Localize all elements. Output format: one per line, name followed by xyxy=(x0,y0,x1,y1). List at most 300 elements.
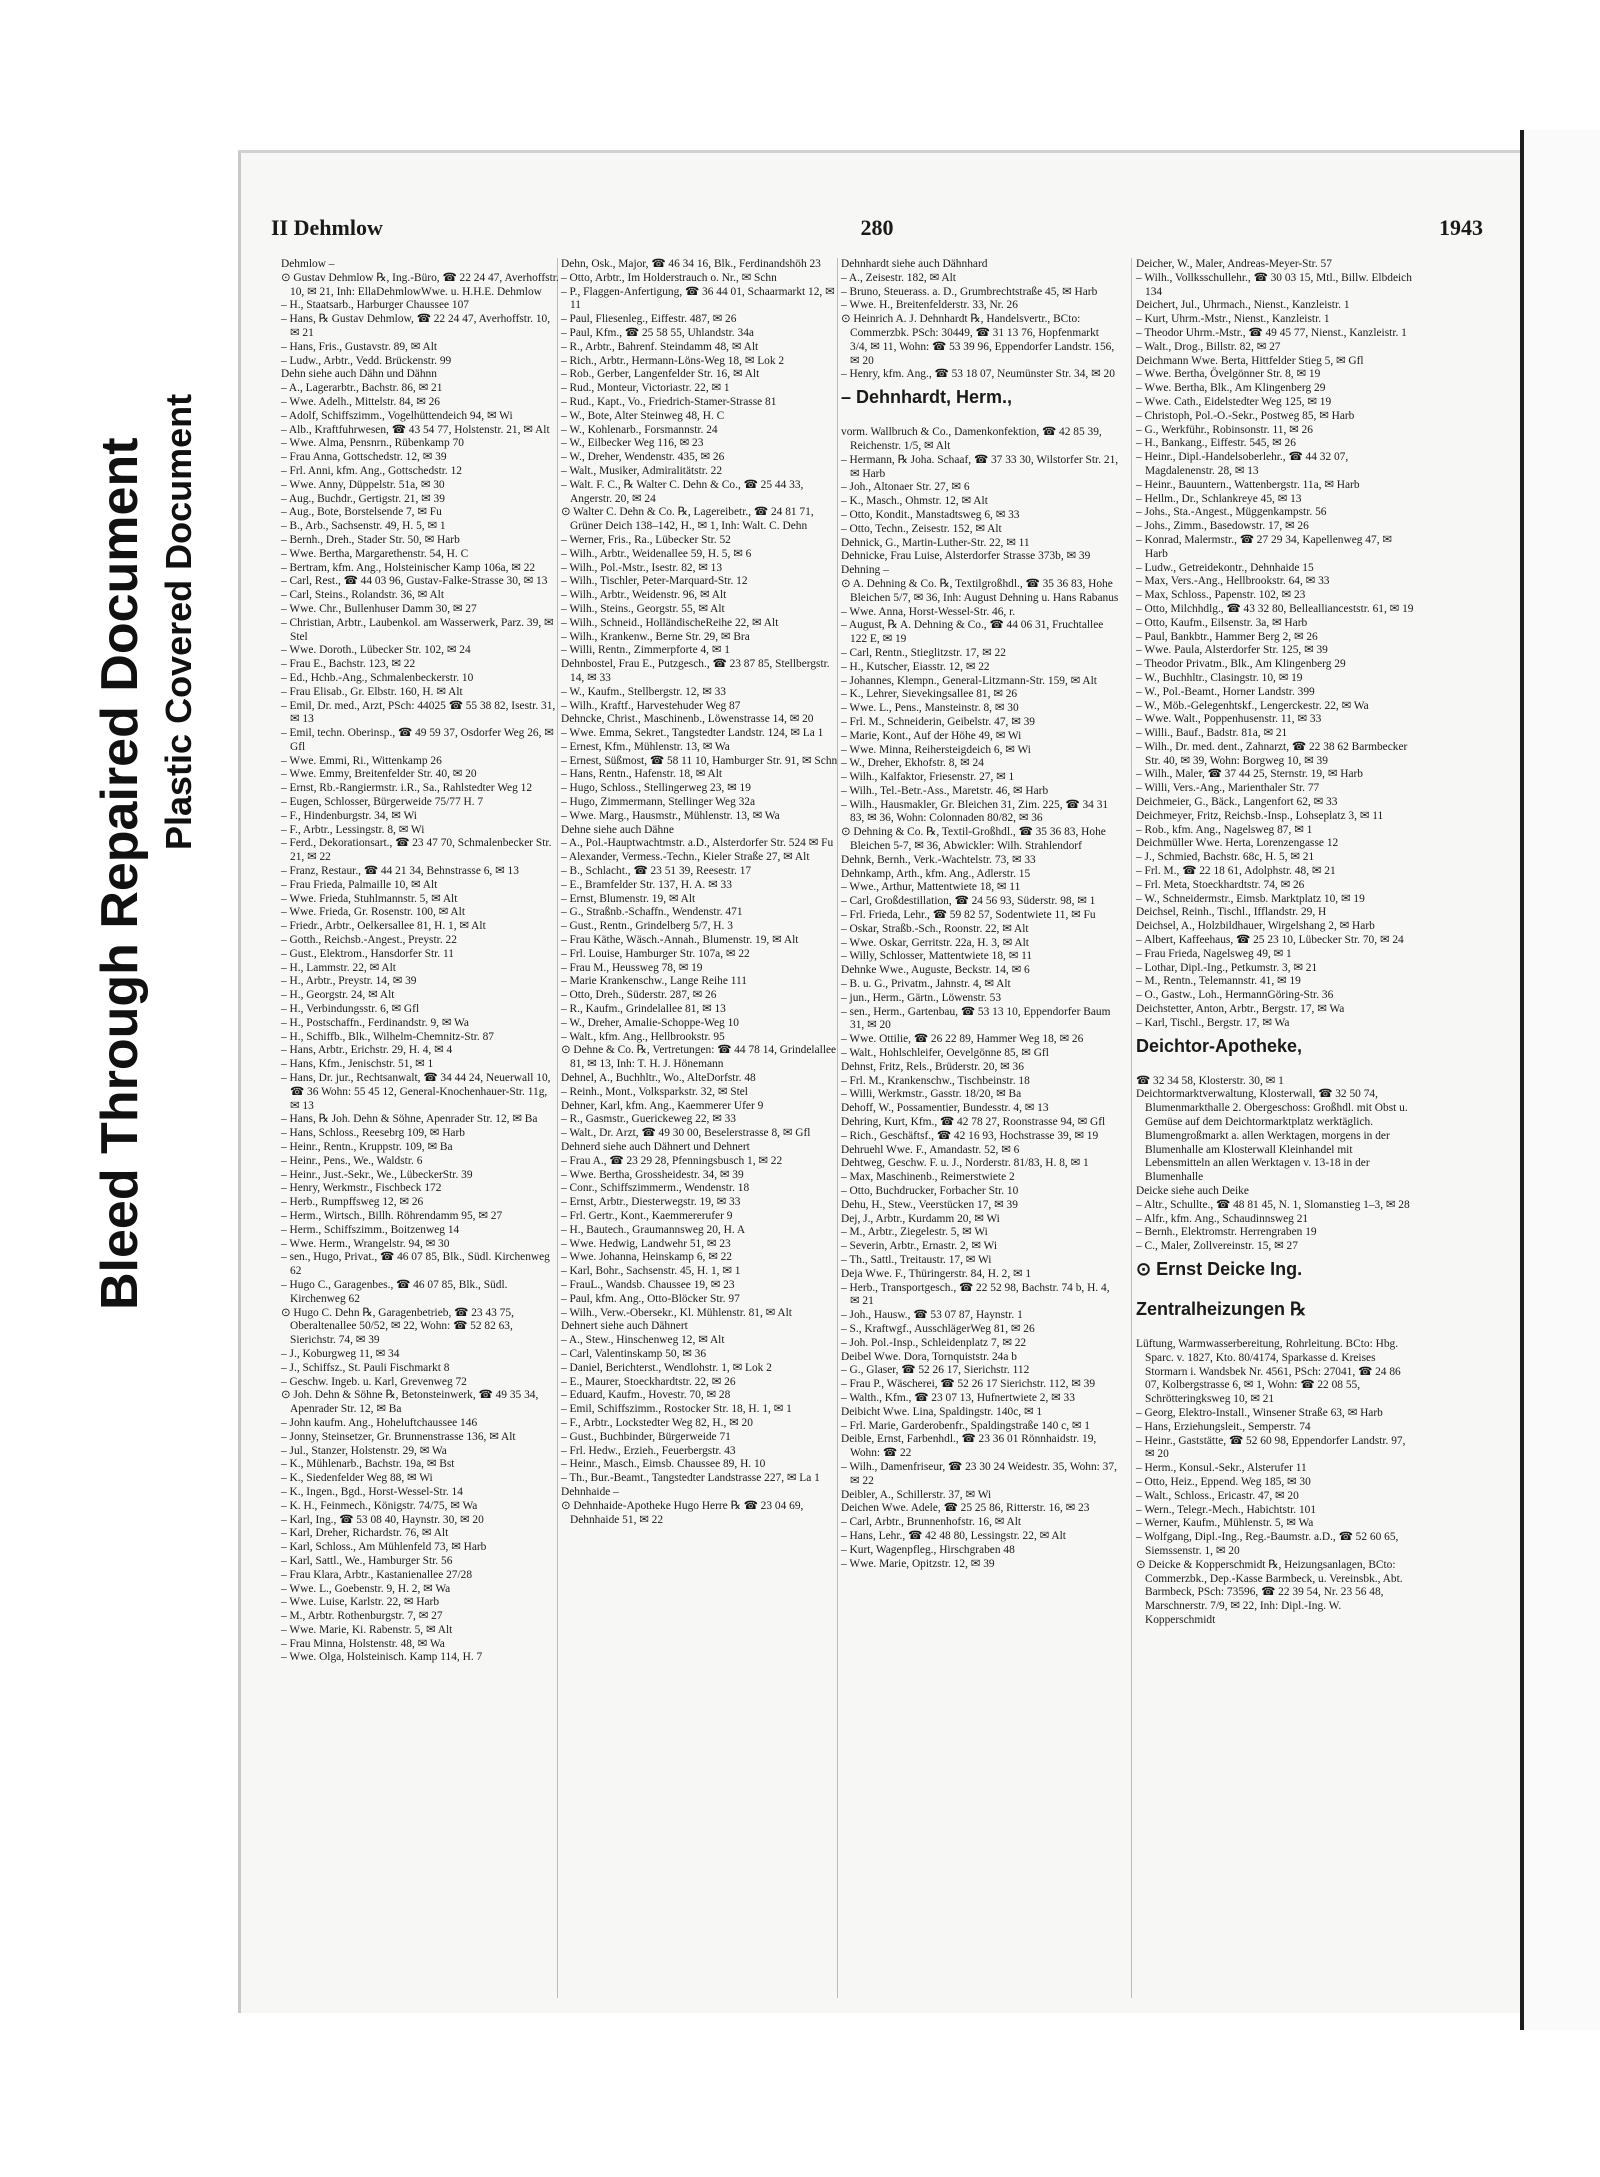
directory-entry: Dehner, Karl, kfm. Ang., Kaemmerer Ufer 9 xyxy=(561,1099,764,1112)
directory-entry: Deja Wwe. F., Thüringerstr. 84, H. 2, ✉ 1 xyxy=(841,1267,1032,1280)
directory-entry: – Otto, Kondit., Manstadtsweg 6, ✉ 33 xyxy=(841,508,1020,521)
directory-entry: Deicher, W., Maler, Andreas-Meyer-Str. 57 xyxy=(1136,258,1332,270)
directory-entry: – Wilh., Kraftf., Harvestehuder Weg 87 xyxy=(561,699,741,712)
directory-entry: – Wwe. Marg., Hausmstr., Mühlenstr. 13, ✉ Wa xyxy=(561,809,780,822)
directory-entry: – W., Möb.-Gelegenhtskf., Lengerckestr. 22, ✉ Wa xyxy=(1136,699,1369,712)
column-1 xyxy=(281,258,559,1665)
directory-entry: – Frau Minna, Holstenstr. 48, ✉ Wa xyxy=(281,1637,445,1650)
directory-entry: – Hellm., Dr., Schlankreye 45, ✉ 13 xyxy=(1136,492,1302,505)
directory-entry: – Rud., Monteur, Victoriastr. 22, ✉ 1 xyxy=(561,382,730,395)
directory-entry: Dehnst, Fritz, Rels., Brüderstr. 20, ✉ 36 xyxy=(841,1060,1024,1073)
directory-entry: – Frau Klara, Arbtr., Kastanienallee 27/28 xyxy=(281,1568,473,1581)
directory-entry: – Wilh., Maler, ☎ 37 44 25, Sternstr. 19, ✉ Harb xyxy=(1136,768,1363,781)
directory-entry: Deichtor-Apotheke, xyxy=(1136,1035,1303,1056)
directory-entry: – Daniel, Berichterst., Wendlohstr. 1, ✉ Lok 2 xyxy=(561,1361,772,1374)
directory-entry: – Wilh., Tischler, Peter-Marquard-Str. 12 xyxy=(561,575,748,588)
directory-entry: – Hugo, Schloss., Stellingerweg 23, ✉ 19 xyxy=(561,782,751,795)
directory-entry: – Wilh., Arbtr., Weidenallee 59, H. 5, ✉ 6 xyxy=(561,547,752,560)
directory-entry: – Willi, Werkmstr., Gasstr. 18/20, ✉ Ba xyxy=(841,1088,1022,1101)
directory-entry: ⊙ A. Dehning & Co. ℞, Textilgroßhdl., ☎ 35 36 83, Hohe Bleichen 5/7, ✉ 36, Inh: August Dehning u. Hans Rabanus xyxy=(841,577,1119,604)
directory-entry: – Frau Anna, Gottschedstr. 12, ✉ 39 xyxy=(281,451,447,464)
directory-entry: – Wwe. Adelh., Mittelstr. 84, ✉ 26 xyxy=(281,395,440,408)
directory-entry: Dehmlow – xyxy=(281,258,335,270)
directory-entry: – August, ℞ A. Dehning & Co., ☎ 44 06 31, Fruchtallee 122 E, ✉ 19 xyxy=(841,619,1104,646)
directory-entry: Dehruehl Wwe. F., Amandastr. 52, ✉ 6 xyxy=(841,1143,1020,1156)
directory-entry: – J., Schmied, Bachstr. 68c, H. 5, ✉ 21 xyxy=(1136,851,1315,864)
directory-entry: – Karl, Schloss., Am Mühlenfeld 73, ✉ Harb xyxy=(281,1541,487,1554)
directory-entry: – Wwe. Herm., Wrangelstr. 94, ✉ 30 xyxy=(281,1237,450,1250)
directory-entry: – M., Rentn., Telemannstr. 41, ✉ 19 xyxy=(1136,975,1301,988)
directory-entry: – Wwe. Hedwig, Landwehr 51, ✉ 23 xyxy=(561,1237,731,1250)
page-header xyxy=(271,215,1483,245)
directory-entry: – sen., Hugo, Privat., ☎ 46 07 85, Blk., Südl. Kirchenweg 62 xyxy=(281,1251,550,1278)
directory-entry: – Wwe. Bertha, Blk., Am Klingenberg 29 xyxy=(1136,382,1326,395)
directory-entry: – Frau E., Bachstr. 123, ✉ 22 xyxy=(281,658,416,671)
directory-entry: – Joh. Pol.-Insp., Schleidenplatz 7, ✉ 22 xyxy=(841,1336,1027,1349)
directory-entry: – Paul, Fliesenleg., Eiffestr. 487, ✉ 26 xyxy=(561,313,737,326)
directory-entry: – Ed., Hchb.-Ang., Schmalenbeckerstr. 10 xyxy=(281,671,474,684)
directory-entry: – Max, Maschinenb., Reimerstwiete 2 xyxy=(841,1171,1015,1184)
directory-entry: – Werner, Fris., Ra., Lübecker Str. 52 xyxy=(561,533,731,546)
directory-entry: – Jul., Stanzer, Holstenstr. 29, ✉ Wa xyxy=(281,1444,447,1457)
directory-entry: – E., Maurer, Stoeckhardtstr. 22, ✉ 26 xyxy=(561,1375,736,1388)
directory-entry: – Jonny, Steinsetzer, Gr. Brunnenstrasse 136, ✉ Alt xyxy=(281,1430,516,1443)
directory-entry: ⊙ Dehnhaide-Apotheke Hugo Herre ℞ ☎ 23 04 69, Dehnhaide 51, ✉ 22 xyxy=(561,1499,804,1526)
directory-entry: – Hermann, ℞ Joha. Schaaf, ☎ 37 33 30, Wilstorfer Str. 21, ✉ Harb xyxy=(841,453,1119,480)
directory-entry: Deibicht Wwe. Lina, Spaldingstr. 140c, ✉ 1 xyxy=(841,1405,1043,1418)
directory-entry: – Emil, Schiffszimm., Rostocker Str. 18, H. 1, ✉ 1 xyxy=(561,1403,792,1416)
directory-entry: ⊙ Dehning & Co. ℞, Textil-Großhdl., ☎ 35 36 83, Hohe Bleichen 5-7, ✉ 36, Abwickler: Wilh. Strahlendorf xyxy=(841,826,1106,853)
directory-entry: – Carl, Großdestillation, ☎ 24 56 93, Süderstr. 98, ✉ 1 xyxy=(841,895,1096,908)
directory-entry: – Wilh., Dr. med. dent., Zahnarzt, ☎ 22 38 62 Barmbecker Str. 40, ✉ 39, Wohn: Borgweg 10, ✉ 39 xyxy=(1136,740,1408,767)
directory-entry: – Johannes, Klempn., General-Litzmann-Str. 159, ✉ Alt xyxy=(841,674,1097,687)
directory-entry: Deichen Wwe. Adele, ☎ 25 25 86, Ritterstr. 16, ✉ 23 xyxy=(841,1502,1090,1515)
directory-entry: – Bernh., Dreh., Stader Str. 50, ✉ Harb xyxy=(281,533,460,546)
directory-entry: – F., Arbtr., Lockstedter Weg 82, H., ✉ 20 xyxy=(561,1416,753,1429)
directory-entry: – K., Ingen., Bgd., Horst-Wessel-Str. 14 xyxy=(281,1485,463,1498)
directory-entry: – Carl, Arbtr., Brunnenhofstr. 16, ✉ Alt xyxy=(841,1516,1022,1529)
directory-entry: – Wilh., Schneid., HolländischeReihe 22, ✉ Alt xyxy=(561,616,779,629)
directory-entry: – Severin, Arbtr., Ernastr. 2, ✉ Wi xyxy=(841,1240,997,1253)
directory-entry: – Joh., Hausw., ☎ 53 07 87, Haynstr. 1 xyxy=(841,1309,1023,1322)
directory-entry: – Oskar, Straßb.-Sch., Roonstr. 22, ✉ Alt xyxy=(841,922,1029,935)
directory-entry: – H., Bautech., Graumannsweg 20, H. A xyxy=(561,1223,746,1236)
directory-entry: – Joh., Altonaer Str. 27, ✉ 6 xyxy=(841,481,970,494)
directory-entry: – Marie Krankenschw., Lange Reihe 111 xyxy=(561,975,747,988)
directory-entry: – Frau P., Wäscherei, ☎ 52 26 17 Sierichstr. 112, ✉ 39 xyxy=(841,1378,1096,1391)
directory-entry: – Wolfgang, Dipl.-Ing., Reg.-Baumstr. a.D., ☎ 52 60 65, Siemssenstr. 1, ✉ 20 xyxy=(1136,1531,1399,1557)
directory-entry: – Karl, Tischl., Bergstr. 17, ✉ Wa xyxy=(1136,1016,1290,1029)
directory-entry: – O., Gastw., Loh., HermannGöring-Str. 36 xyxy=(1136,989,1334,1002)
directory-entry: – Herm., Schiffszimm., Boitzenweg 14 xyxy=(281,1223,460,1236)
directory-entry: – Theodor Privatm., Blk., Am Klingenberg 29 xyxy=(1136,658,1346,671)
page-number: 280 xyxy=(860,215,894,240)
year-label: 1943 xyxy=(1439,215,1483,240)
directory-entry: – Wwe. Ottilie, ☎ 26 22 89, Hammer Weg 18, ✉ 26 xyxy=(841,1033,1084,1046)
directory-entry: – Wwe., Arthur, Mattentwiete 18, ✉ 11 xyxy=(841,881,1021,894)
directory-entry: ⊙ Ernst Deicke Ing. xyxy=(1136,1258,1303,1279)
directory-entry: – Johs., Zimm., Basedowstr. 17, ✉ 26 xyxy=(1136,520,1309,533)
directory-entry: – Ernst, Arbtr., Diesterwegstr. 19, ✉ 33 xyxy=(561,1196,741,1209)
directory-entry: – Albert, Kaffeehaus, ☎ 25 23 10, Lübecker Str. 70, ✉ 24 xyxy=(1136,934,1404,947)
directory-entry: – Heinr., Rentn., Kruppstr. 109, ✉ Ba xyxy=(281,1141,453,1153)
directory-entry: – Hans, Erziehungsleit., Semperstr. 74 xyxy=(1136,1420,1311,1433)
directory-page xyxy=(238,150,1523,2013)
directory-entry: – Christian, Arbtr., Laubenkol. am Wasserwerk, Parz. 39, ✉ Stel xyxy=(281,616,554,643)
directory-entry: – sen., Herm., Gartenbau, ☎ 53 13 10, Eppendorfer Baum 31, ✉ 20 xyxy=(841,1005,1111,1032)
directory-entry: – Carl, Rest., ☎ 44 03 96, Gustav-Falke-Strasse 30, ✉ 13 xyxy=(281,575,548,588)
directory-entry: – Max, Schloss., Papenstr. 102, ✉ 23 xyxy=(1136,589,1306,602)
directory-entry: ⊙ Heinrich A. J. Dehnhardt ℞, Handelsvertr., BCto: Commerzbk. PSch: 30449, ☎ 31 13 76, Hopfenmarkt 3/4, ✉ 11, Wohn: ☎ 53 39 96, Eppendorfer Landstr. 156, ✉ 20 xyxy=(841,313,1115,367)
directory-entry: – Alb., Kraftfuhrwesen, ☎ 43 54 77, Holstenstr. 21, ✉ Alt xyxy=(281,423,550,436)
directory-entry: – Frl. Marie, Garderobenfr., Spaldingstraße 140 c, ✉ 1 xyxy=(841,1419,1091,1432)
directory-entry: Dehnhaide – xyxy=(561,1485,619,1498)
directory-entry: – Ludw., Getreidekontr., Dehnhaide 15 xyxy=(1136,561,1314,574)
directory-entry: – John kaufm. Ang., Hoheluftchaussee 146 xyxy=(281,1416,478,1429)
directory-entry: – W., Dreher, Ekhofstr. 8, ✉ 24 xyxy=(841,757,984,770)
directory-entry: – Heinr., Pens., We., Waldstr. 6 xyxy=(281,1154,423,1167)
directory-entry: – G., Straßnb.-Schaffn., Wendenstr. 471 xyxy=(561,906,743,919)
directory-entry: – M., Arbtr., Ziegelestr. 5, ✉ Wi xyxy=(841,1226,988,1239)
directory-entry: Deichmüller Wwe. Herta, Lorenzengasse 12 xyxy=(1136,837,1339,850)
directory-entry: – Walt., Dr. Arzt, ☎ 49 30 00, Beselerstrasse 8, ✉ Gfl xyxy=(561,1127,811,1140)
directory-entry: Dehning – xyxy=(841,564,889,577)
directory-entry: – Gust., Elektrom., Hansdorfer Str. 11 xyxy=(281,947,454,960)
directory-entry: – W., Dreher, Wendenstr. 435, ✉ 26 xyxy=(561,451,725,464)
directory-entry: – W., Eilbecker Weg 116, ✉ 23 xyxy=(561,437,704,450)
directory-entry: – Rud., Kapt., Vo., Friedrich-Stamer-Strasse 81 xyxy=(561,395,777,408)
directory-entry: Deichmeier, G., Bäck., Langenfort 62, ✉ 33 xyxy=(1136,796,1338,809)
directory-entry: – Frl. Frieda, Lehr., ☎ 59 82 57, Sodentwiete 11, ✉ Fu xyxy=(841,909,1096,922)
directory-entry: – FrauL., Wandsb. Chaussee 19, ✉ 23 xyxy=(561,1278,735,1291)
directory-entry: – Willi, Vers.-Ang., Marienthaler Str. 77 xyxy=(1136,782,1320,795)
directory-entry: – jun., Herm., Gärtn., Löwenstr. 53 xyxy=(841,991,1002,1004)
directory-entry: – Otto, Arbtr., Im Holderstrauch o. Nr., ✉ Schn xyxy=(561,271,777,284)
directory-entry: – Walt., Musiker, Admiralitätstr. 22 xyxy=(561,464,723,477)
directory-entry: – Wwe. H., Breitenfelderstr. 33, Nr. 26 xyxy=(841,299,1018,312)
directory-entry: – Altr., Schullte., ☎ 48 81 45, N. 1, Slomanstieg 1–3, ✉ 28 xyxy=(1136,1198,1410,1211)
directory-entry: – Wilh., Vollksschullehr., ☎ 30 03 15, Mtl., Billw. Elbdeich 134 xyxy=(1136,271,1412,298)
directory-entry: – Hans, Fris., Gustavstr. 89, ✉ Alt xyxy=(281,340,438,353)
directory-entry: – Walt., Hohlschleifer, Oevelgönne 85, ✉ Gfl xyxy=(841,1047,1049,1060)
directory-entry: – H., Verbindungsstr. 6, ✉ Gfl xyxy=(281,1003,420,1016)
directory-entry: – Karl, Dreher, Richardstr. 76, ✉ Alt xyxy=(281,1527,449,1540)
directory-entry: – Hans, Kfm., Jenischstr. 51, ✉ 1 xyxy=(281,1058,434,1071)
directory-entry: ⊙ Joh. Dehn & Söhne ℞, Betonsteinwerk, ☎ 49 35 34, Apenrader Str. 12, ✉ Ba xyxy=(281,1389,539,1416)
directory-entry: – W., Pol.-Beamt., Horner Landstr. 399 xyxy=(1136,685,1315,698)
directory-entry: – Kurt, Wagenpfleg., Hirschgraben 48 xyxy=(841,1543,1015,1556)
directory-entry: – Hans, Arbtr., Erichstr. 29, H. 4, ✉ 4 xyxy=(281,1044,453,1057)
directory-entry: Dehn, Osk., Major, ☎ 46 34 16, Blk., Ferdinandshöh 23 xyxy=(561,258,821,270)
directory-entry: – Karl, Bohr., Sachsenstr. 45, H. 1, ✉ 1 xyxy=(561,1265,741,1278)
directory-entry: – Gust., Rentn., Grindelberg 5/7, H. 3 xyxy=(561,920,733,933)
directory-entry: – H., Lammstr. 22, ✉ Alt xyxy=(281,961,396,974)
directory-entry: – Walth., Kfm., ☎ 23 07 13, Hufnertwiete 2, ✉ 33 xyxy=(841,1391,1075,1404)
running-head: II Dehmlow xyxy=(271,215,383,240)
directory-entry: – W., Kaufm., Stellbergstr. 12, ✉ 33 xyxy=(561,685,727,698)
directory-entry: ⊙ Dehne & Co. ℞, Vertretungen: ☎ 44 78 14, Grindelallee 81, ✉ 13, Inh: T. H. J. Hönemann xyxy=(561,1044,837,1071)
directory-entry: Dehnk, Bernh., Verk.-Wachtelstr. 73, ✉ 33 xyxy=(841,853,1036,866)
directory-entry: – Frl. Gertr., Kont., Kaemmererufer 9 xyxy=(561,1209,733,1222)
directory-entry: – J., Koburgweg 11, ✉ 34 xyxy=(281,1347,400,1360)
directory-entry: – Heinr., Just.-Sekr., We., LübeckerStr. 39 xyxy=(281,1168,473,1181)
directory-entry: – Wwe. Cath., Eidelstedter Weg 125, ✉ 19 xyxy=(1136,395,1332,408)
directory-entry: – Wwe. Marie, Opitzstr. 12, ✉ 39 xyxy=(841,1557,995,1570)
directory-entry: – S., Kraftwgf., AusschlägerWeg 81, ✉ 26 xyxy=(841,1322,1035,1335)
directory-entry: – M., Arbtr. Rothenburgstr. 7, ✉ 27 xyxy=(281,1610,443,1623)
directory-entry: – Frl. M., Krankenschw., Tischbeinstr. 18 xyxy=(841,1074,1030,1087)
directory-entry: – Walt., kfm. Ang., Hellbrookstr. 95 xyxy=(561,1030,725,1043)
directory-entry: Dehnick, G., Martin-Luther-Str. 22, ✉ 11 xyxy=(841,536,1030,549)
directory-entry: – C., Maler, Zollvereinstr. 15, ✉ 27 xyxy=(1136,1240,1298,1253)
directory-entry: Dehnkamp, Arth., kfm. Ang., Adlerstr. 15 xyxy=(841,867,1031,880)
directory-entry: – G., Glaser, ☎ 52 26 17, Sierichstr. 112 xyxy=(841,1364,1030,1377)
directory-entry: ⊙ Deicke & Kopperschmidt ℞, Heizungsanlagen, BCto: Commerzbk., Dep.-Kasse Barmbeck, u. Vereinsbk., Abt. Barmbeck, PSch: 73596, ☎ 22 39 54, Nr. 23 56 48, Marschnerstr. 7/9, ✉ 22, Inh: Dipl.-Ing. W. Kopperschmidt xyxy=(1136,1558,1403,1626)
directory-entry: – Wwe. Minna, Reihersteigdeich 6, ✉ Wi xyxy=(841,743,1031,756)
directory-entry: – Conr., Schiffszimmerm., Wendenstr. 18 xyxy=(561,1182,750,1195)
directory-entry: – Hans, Lehr., ☎ 42 48 80, Lessingstr. 22, ✉ Alt xyxy=(841,1529,1066,1542)
directory-entry: Deichmann Wwe. Berta, Hittfelder Stieg 5, ✉ Gfl xyxy=(1136,354,1364,367)
directory-entry: – Th., Sattl., Treitaustr. 17, ✉ Wi xyxy=(841,1253,992,1266)
directory-entry: – Henry, kfm. Ang., ☎ 53 18 07, Neumünster Str. 34, ✉ 20 xyxy=(841,368,1115,381)
directory-entry: – Wwe. Emma, Sekret., Tangstedter Landstr. 124, ✉ La 1 xyxy=(561,727,824,740)
directory-entry: – Walt., Schloss., Ericastr. 47, ✉ 20 xyxy=(1136,1489,1299,1502)
directory-entry: – Hans, ℞ Gustav Dehmlow, ☎ 22 24 47, Averhoffstr. 10, ✉ 21 xyxy=(281,313,551,339)
directory-entry: – R., Gasmstr., Guerickeweg 22, ✉ 33 xyxy=(561,1113,736,1126)
directory-entry: – Frau M., Heussweg 78, ✉ 19 xyxy=(561,961,703,974)
directory-entry: – Lothar, Dipl.-Ing., Petkumstr. 3, ✉ 21 xyxy=(1136,961,1318,974)
column-4 xyxy=(1136,258,1414,1628)
directory-entry: – Frl. Meta, Stoeckhardtstr. 74, ✉ 26 xyxy=(1136,878,1305,891)
directory-entry: – Wwe. Bertha, Grossheidestr. 34, ✉ 39 xyxy=(561,1168,744,1181)
directory-entry: – B., Schlacht., ☎ 23 51 39, Reesestr. 17 xyxy=(561,865,752,878)
directory-entry: ⊙ Walter C. Dehn & Co. ℞, Lagereibetr., ☎ 24 81 71, Grüner Deich 138–142, H., ✉ 1, Inh: Walt. C. Dehn xyxy=(561,506,814,533)
directory-entry: – Marie, Kont., Auf der Höhe 49, ✉ Wi xyxy=(841,729,1022,742)
directory-entry: – Walt. F. C., ℞ Walter C. Dehn & Co., ☎ 25 44 33, Angerstr. 20, ✉ 24 xyxy=(561,478,804,505)
directory-entry: – Ludw., Arbtr., Vedd. Brückenstr. 99 xyxy=(281,354,452,367)
directory-entry: – Frl. Louise, Hamburger Str. 107a, ✉ 22 xyxy=(561,947,750,960)
directory-entry: Zentralheizungen ℞ xyxy=(1136,1298,1307,1319)
directory-entry: – Johs., Sta.-Angest., Müggenkampstr. 56 xyxy=(1136,506,1327,519)
directory-entry: Dehnerd siehe auch Dähnert und Dehnert xyxy=(561,1141,750,1153)
directory-entry: – Ernst, Blumenstr. 19, ✉ Alt xyxy=(561,892,696,905)
directory-entry: – Kurt, Uhrm.-Mstr., Nienst., Kanzleistr. 1 xyxy=(1136,313,1330,326)
directory-entry: – Otto, Dreh., Süderstr. 287, ✉ 26 xyxy=(561,989,717,1002)
directory-entry: – Paul, Bankbtr., Hammer Berg 2, ✉ 26 xyxy=(1136,630,1318,643)
directory-entry: Dehring, Kurt, Kfm., ☎ 42 78 27, Roonstrasse 94, ✉ Gfl xyxy=(841,1116,1106,1129)
column-2 xyxy=(561,258,839,1527)
directory-entry: Lüftung, Warmwasserbereitung, Rohrleitung. BCto: Hbg. Sparc. v. 1827, Kto. 80/4174, Sparkasse d. Kreises Stormarn i. Wandsbek Nr. 4561, PSch: 27041, ☎ 24 86 07, Kolbergstrasse 6, ✉ 1, Wohn: ☎ 22 08 55, Schrötteringksweg 10, ✉ 21 xyxy=(1136,1337,1401,1406)
directory-entry: – Otto, Milchhdlg., ☎ 43 32 80, Belleallianceststr. 61, ✉ 19 xyxy=(1136,602,1414,615)
directory-entry: – Hans, Dr. jur., Rechtsanwalt, ☎ 34 44 24, Neuerwall 10, ☎ 36 Wohn: 55 45 12, General-Knochenhauer-Str. 11g, ✉ 13 xyxy=(281,1072,551,1112)
directory-entry: – F., Hindenburgstr. 34, ✉ Wi xyxy=(281,809,417,822)
directory-entry: – K. H., Feinmech., Königstr. 74/75, ✉ Wa xyxy=(281,1499,478,1512)
directory-entry: – B., Arb., Sachsenstr. 49, H. 5, ✉ 1 xyxy=(281,520,446,533)
directory-entry: – Franz, Restaur., ☎ 44 21 34, Behnstrasse 6, ✉ 13 xyxy=(281,865,519,878)
directory-entry: – E., Bramfelder Str. 137, H. A. ✉ 33 xyxy=(561,878,732,891)
next-page-edge xyxy=(1520,130,1600,2030)
directory-entry: – Wwe. Marie, Ki. Rabenstr. 5, ✉ Alt xyxy=(281,1623,453,1636)
directory-entry: – W., Buchhltr., Clasingstr. 10, ✉ 19 xyxy=(1136,671,1303,684)
directory-entry: – Werner, Kaufm., Mühlenstr. 5, ✉ Wa xyxy=(1136,1517,1314,1530)
directory-entry: – H., Postschaffn., Ferdinandstr. 9, ✉ Wa xyxy=(281,1016,469,1029)
directory-entry: Dehncke, Christ., Maschinenb., Löwenstrasse 14, ✉ 20 xyxy=(561,713,814,726)
directory-entry: Deichstetter, Anton, Arbtr., Bergstr. 17, ✉ Wa xyxy=(1136,1003,1345,1016)
directory-entry: – Reinh., Mont., Volksparkstr. 32, ✉ Stel xyxy=(561,1085,748,1098)
column-3 xyxy=(841,258,1119,1571)
directory-entry: – Willi, Rentn., Zimmerpforte 4, ✉ 1 xyxy=(561,644,730,657)
directory-entry: – Frau Frieda, Nagelsweg 49, ✉ 1 xyxy=(1136,947,1292,960)
directory-entry: – Wwe. Paula, Alsterdorfer Str. 125, ✉ 39 xyxy=(1136,644,1328,657)
directory-entry: – Wilh., Tel.-Betr.-Ass., Maretstr. 46, ✉ Harb xyxy=(841,784,1049,797)
directory-entry: – Wwe. Anny, Düppelstr. 51a, ✉ 30 xyxy=(281,478,445,491)
directory-entry: Deichtormarktverwaltung, Klosterwall, ☎ 32 50 74, Blumenmarkthalle 2. Obergeschoss: Großhdl. mit Obst u. Gemüse auf dem Deichtormarktplatz werktäglich. Blumengroßmarkt a. allen Werktagen, morgens in der Blumenhalle am Klosterwall Kleinhandel mit Lebensmitteln an allen Werktagen v. 13-18 in der Blumenhalle xyxy=(1136,1088,1408,1184)
directory-entry: ⊙ Gustav Dehmlow ℞, Ing.-Büro, ☎ 22 24 47, Averhoffstr. 10, ✉ 21, Inh: EllaDehmlowWwe. u. H.H.E. Dehmlow xyxy=(281,271,559,298)
directory-entry: – Frau Frieda, Palmaille 10, ✉ Alt xyxy=(281,878,438,891)
directory-entry: ⊙ Hugo C. Dehn ℞, Garagenbetrieb, ☎ 23 43 75, Oberaltenallee 50/52, ✉ 22, Wohn: ☎ 52 82 63, Sierichstr. 74, ✉ 39 xyxy=(281,1306,514,1347)
directory-entry: – Bernh., Elektromstr. Herrengraben 19 xyxy=(1136,1226,1317,1239)
directory-entry: – Rob., kfm. Ang., Nagelsweg 87, ✉ 1 xyxy=(1136,823,1313,836)
directory-entry: Deichert, Jul., Uhrmach., Nienst., Kanzleistr. 1 xyxy=(1136,299,1350,312)
directory-entry: – A., Zeisestr. 182, ✉ Alt xyxy=(841,271,956,284)
directory-entry: – Wwe. Alma, Pensnrn., Rübenkamp 70 xyxy=(281,437,464,450)
directory-entry: – A., Lagerarbtr., Bachstr. 86, ✉ 21 xyxy=(281,382,443,395)
directory-entry: – W., Bote, Alter Steinweg 48, H. C xyxy=(561,409,725,422)
directory-entry: – Alexander, Vermess.-Techn., Kieler Straße 27, ✉ Alt xyxy=(561,851,810,864)
directory-entry: Dehtweg, Geschw. F. u. J., Norderstr. 81/83, H. 8, ✉ 1 xyxy=(841,1157,1089,1170)
plastic-covered-note: Plastic Covered Document xyxy=(158,393,199,850)
directory-entry: Dehnel, A., Buchhltr., Wo., AlteDorfstr. 48 xyxy=(561,1072,756,1085)
directory-entry: – Frl. M., Schneiderin, Geibelstr. 47, ✉ 39 xyxy=(841,715,1035,728)
directory-entry: – Paul, Kfm., ☎ 25 58 55, Uhlandstr. 34a xyxy=(561,326,754,339)
directory-entry: – Dehnhardt, Herm., xyxy=(841,387,1013,408)
directory-entry: – Wilh., Arbtr., Weidenstr. 96, ✉ Alt xyxy=(561,589,727,602)
directory-entry: – K., Mühlenarb., Bachstr. 19a, ✉ Bst xyxy=(281,1458,455,1471)
directory-entry: – Th., Bur.-Beamt., Tangstedter Landstrasse 227, ✉ La 1 xyxy=(561,1472,820,1485)
directory-entry: – Frl. Anni, kfm. Ang., Gottschedstr. 12 xyxy=(281,464,462,477)
directory-entry: Deichsel, A., Holzbildhauer, Wirgelshang 2, ✉ Harb xyxy=(1136,920,1375,933)
directory-entry: – Hugo, Zimmermann, Stellinger Weg 32a xyxy=(561,796,756,809)
directory-entry: – J., Schiffsz., St. Pauli Fischmarkt 8 xyxy=(281,1361,450,1374)
directory-entry: Dehnke Wwe., Auguste, Beckstr. 14, ✉ 6 xyxy=(841,964,1030,977)
directory-entry: – Frau Käthe, Wäsch.-Annah., Blumenstr. 19, ✉ Alt xyxy=(561,934,799,947)
directory-entry: – Frl. M., ☎ 22 18 61, Adolphstr. 48, ✉ 21 xyxy=(1136,865,1336,878)
directory-entry: – H., Georgstr. 24, ✉ Alt xyxy=(281,989,395,1002)
directory-entry: – Wwe. Bertha, Margarethenstr. 54, H. C xyxy=(281,547,469,560)
directory-entry: Dehnhardt siehe auch Dähnhard xyxy=(841,258,988,270)
directory-entry: – Carl, Valentinskamp 50, ✉ 36 xyxy=(561,1347,707,1360)
directory-entry: Deichsel, Reinh., Tischl., Ifflandstr. 29, H xyxy=(1136,906,1327,919)
bleed-through-note: Bleed Through Repaired Document xyxy=(91,437,149,1310)
directory-entry: – F., Arbtr., Lessingstr. 8, ✉ Wi xyxy=(281,823,425,836)
directory-entry: Deible, Ernst, Farbenhdl., ☎ 23 36 01 Rönnhaidstr. 19, Wohn: ☎ 22 xyxy=(841,1433,1097,1460)
directory-entry: – Wwe. L., Goebenstr. 9, H. 2, ✉ Wa xyxy=(281,1582,451,1595)
directory-entry: – Rob., Gerber, Langenfelder Str. 16, ✉ Alt xyxy=(561,368,760,381)
directory-entry: – Gust., Buchbinder, Bürgerweide 71 xyxy=(561,1430,731,1443)
directory-entry: – K., Siedenfelder Weg 88, ✉ Wi xyxy=(281,1472,433,1485)
directory-entry: Dehu, H., Stew., Veerstücken 17, ✉ 39 xyxy=(841,1198,1018,1211)
directory-entry: – Wwe. Walt., Poppenhusenstr. 11, ✉ 33 xyxy=(1136,713,1322,726)
directory-entry: – Alfr., kfm. Ang., Schaudinnsweg 21 xyxy=(1136,1212,1309,1225)
directory-entry: Dehnbostel, Frau E., Putzgesch., ☎ 23 87 85, Stellbergstr. 14, ✉ 33 xyxy=(561,658,830,684)
column-divider xyxy=(1131,258,1132,1998)
directory-entry: – Wilh., Damenfriseur, ☎ 23 30 24 Weidestr. 35, Wohn: 37, ✉ 22 xyxy=(841,1460,1117,1487)
directory-entry: – Wilh., Kalfaktor, Friesenstr. 27, ✉ 1 xyxy=(841,771,1015,784)
directory-entry: – Carl, Steins., Rolandstr. 36, ✉ Alt xyxy=(281,589,445,602)
directory-entry: – W., Dreher, Amalie-Schoppe-Weg 10 xyxy=(561,1016,739,1029)
directory-entry: – Herm., Wirtsch., Billh. Röhrendamm 95, ✉ 27 xyxy=(281,1209,503,1222)
directory-entry: – Frau Elisab., Gr. Elbstr. 160, H. ✉ Alt xyxy=(281,685,463,698)
directory-entry: – Friedr., Arbtr., Oelkersallee 81, H. 1, ✉ Alt xyxy=(281,920,486,933)
directory-entry: – Wwe. Chr., Bullenhuser Damm 30, ✉ 27 xyxy=(281,602,477,615)
directory-entry: Dej, J., Arbtr., Kurdamm 20, ✉ Wi xyxy=(841,1212,1000,1225)
directory-entry: – Otto, Kaufm., Eilsenstr. 3a, ✉ Harb xyxy=(1136,616,1308,629)
directory-entry: – Heinr., Bauuntern., Wattenbergstr. 11a, ✉ Harb xyxy=(1136,478,1360,491)
directory-entry: – Herb., Transportgesch., ☎ 22 52 98, Bachstr. 74 b, H. 4, ✉ 21 xyxy=(841,1281,1110,1308)
directory-entry: – K., Lehrer, Sievekingsallee 81, ✉ 26 xyxy=(841,688,1018,701)
directory-entry: – Eduard, Kaufm., Hovestr. 70, ✉ 28 xyxy=(561,1389,731,1402)
directory-entry: – Ferd., Dekorationsart., ☎ 23 47 70, Schmalenbecker Str. 21, ✉ 22 xyxy=(281,837,552,864)
directory-entry: – Emil, techn. Oberinsp., ☎ 49 59 37, Osdorfer Weg 26, ✉ Gfl xyxy=(281,727,554,753)
directory-entry: – Herm., Konsul.-Sekr., Alsterufer 11 xyxy=(1136,1462,1307,1475)
directory-entry: Dehnert siehe auch Dähnert xyxy=(561,1320,688,1333)
directory-entry: – Henry, Werkmstr., Fischbeck 172 xyxy=(281,1182,442,1195)
directory-entry: – Wwe. Emmi, Ri., Wittenkamp 26 xyxy=(281,754,442,767)
directory-entry: – Gotth., Reichsb.-Angest., Preystr. 22 xyxy=(281,934,457,947)
directory-entry: – P., Flaggen-Anfertigung, ☎ 36 44 01, Schaarmarkt 12, ✉ 11 xyxy=(561,285,835,312)
directory-entry: – Wilh., Pol.-Mstr., Isestr. 82, ✉ 13 xyxy=(561,561,723,574)
directory-entry: – Christoph, Pol.-O.-Sekr., Postweg 85, ✉ Harb xyxy=(1136,409,1355,422)
directory-entry: – Otto, Techn., Zeisestr. 152, ✉ Alt xyxy=(841,522,1002,535)
directory-entry: – Frl. Hedw., Erzieh., Feuerbergstr. 43 xyxy=(561,1444,736,1457)
directory-entry: – Wwe. Bertha, Övelgönner Str. 8, ✉ 19 xyxy=(1136,368,1321,381)
directory-entry: – Wwe. Luise, Karlstr. 22, ✉ Harb xyxy=(281,1596,440,1609)
directory-entry: – Ernest, Süßmost, ☎ 58 11 10, Hamburger Str. 91, ✉ Schn xyxy=(561,754,838,767)
directory-entry: – H., Kutscher, Eiasstr. 12, ✉ 22 xyxy=(841,660,990,673)
directory-entry: – Konrad, Malermstr., ☎ 27 29 34, Kapellenweg 47, ✉ Harb xyxy=(1136,533,1392,560)
directory-entry: – K., Masch., Ohmstr. 12, ✉ Alt xyxy=(841,495,988,508)
directory-entry: – Ernst, Rb.-Rangiermstr. i.R., Sa., Rahlstedter Weg 12 xyxy=(281,782,533,795)
directory-entry: – A., Stew., Hinschenweg 12, ✉ Alt xyxy=(561,1334,725,1347)
directory-entry: – Herb., Rumpffsweg 12, ✉ 26 xyxy=(281,1196,424,1209)
directory-entry: Deibel Wwe. Dora, Tornquiststr. 24a b xyxy=(841,1350,1017,1363)
directory-entry: – W., Kohlenarb., Forsmannstr. 24 xyxy=(561,423,718,436)
directory-entry: – Wilh., Steins., Georgstr. 55, ✉ Alt xyxy=(561,602,725,615)
directory-entry: – B. u. G., Privatm., Jahnstr. 4, ✉ Alt xyxy=(841,978,1011,991)
directory-entry: – Wwe. Frieda, Gr. Rosenstr. 100, ✉ Alt xyxy=(281,906,465,919)
directory-entry: – Bertram, kfm. Ang., Holsteinischer Kamp 106a, ✉ 22 xyxy=(281,561,536,574)
directory-entry: – Karl, Ing., ☎ 53 08 40, Haynstr. 30, ✉ 20 xyxy=(281,1513,484,1526)
directory-entry: – Wwe. Johanna, Heinskamp 6, ✉ 22 xyxy=(561,1251,732,1264)
directory-entry: – Otto, Buchdrucker, Forbacher Str. 10 xyxy=(841,1185,1019,1197)
directory-entry: – Eugen, Schlosser, Bürgerweide 75/77 H. 7 xyxy=(281,796,484,809)
directory-entry: – Heinr., Gaststätte, ☎ 52 60 98, Eppendorfer Landstr. 97, ✉ 20 xyxy=(1136,1434,1406,1461)
directory-entry: – Karl, Sattl., We., Hamburger Str. 56 xyxy=(281,1554,453,1567)
directory-entry: ☎ 32 34 58, Klosterstr. 30, ✉ 1 xyxy=(1136,1074,1284,1087)
directory-entry: – Georg, Elektro-Install., Winsener Straße 63, ✉ Harb xyxy=(1136,1406,1383,1419)
directory-entry: vorm. Wallbruch & Co., Damenkonfektion, ☎ 42 85 39, Reichenstr. 1/5, ✉ Alt xyxy=(841,426,1102,452)
directory-entry: – R., Arbtr., Bahrenf. Steindamm 48, ✉ Alt xyxy=(561,340,759,353)
directory-entry: – A., Pol.-Hauptwachtmstr. a.D., Alsterdorfer Str. 524 ✉ Fu xyxy=(561,837,834,850)
directory-entry: – Adolf, Schiffszimm., Vogelhüttendeich 94, ✉ Wi xyxy=(281,409,513,422)
directory-entry: – Wwe. Anna, Horst-Wessel-Str. 46, r. xyxy=(841,605,1016,618)
directory-entry: – H., Schiffb., Blk., Wilhelm-Chemnitz-Str. 87 xyxy=(281,1030,495,1043)
directory-entry: Dehnicke, Frau Luise, Alsterdorfer Strasse 373b, ✉ 39 xyxy=(841,550,1091,563)
directory-entry: – Emil, Dr. med., Arzt, PSch: 44025 ☎ 55 38 82, Isestr. 31, ✉ 13 xyxy=(281,699,556,726)
directory-entry: – Aug., Buchdr., Gertigstr. 21, ✉ 39 xyxy=(281,492,445,505)
directory-entry: – Willi., Bauf., Badstr. 81a, ✉ 21 xyxy=(1136,727,1288,740)
directory-entry: – Wwe. L., Pens., Mansteinstr. 8, ✉ 30 xyxy=(841,702,1019,715)
